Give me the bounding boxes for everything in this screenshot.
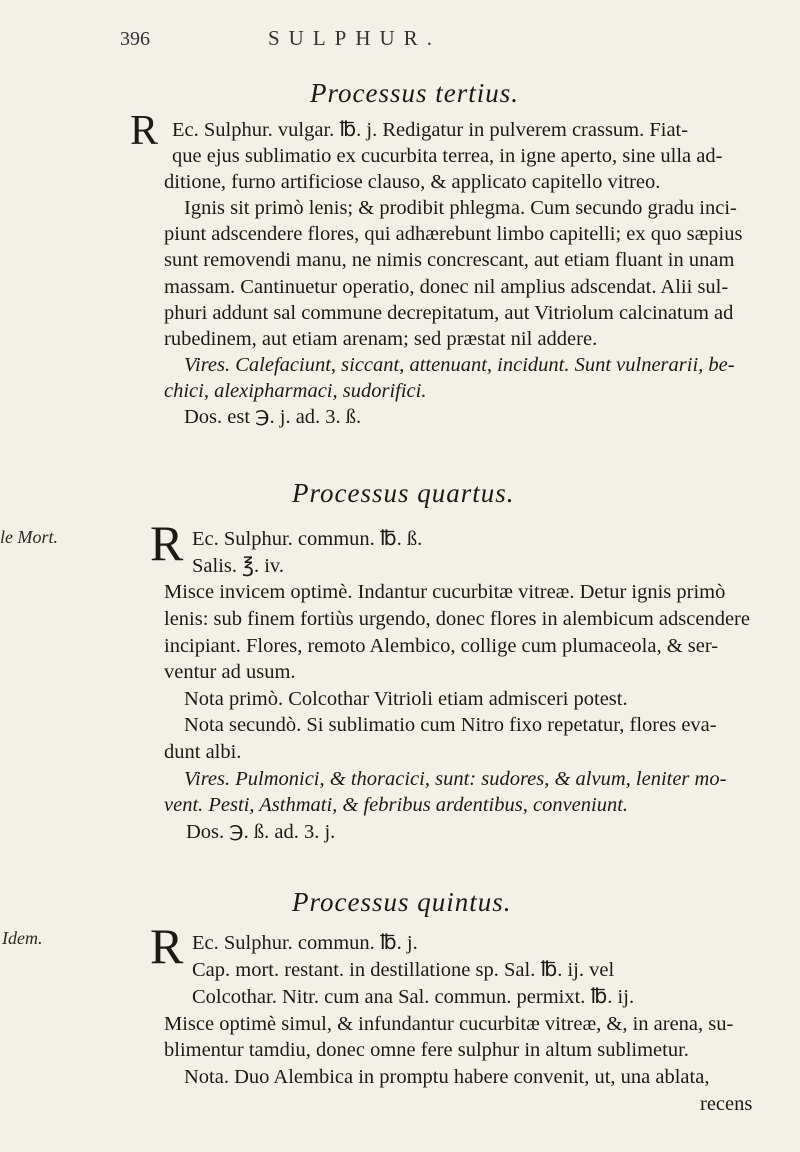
margin-note: le Mort.	[0, 527, 58, 547]
text-line: blimentur tamdiu, donec omne fere sulphur in altum sublimetur.	[164, 1039, 689, 1061]
text-line: phuri addunt sal commune decrepitatum, aut Vitriolum calcinatum ad	[164, 302, 734, 324]
section-title: Processus quartus.	[292, 478, 515, 508]
text-line: Ec. Sulphur. vulgar. ℔. j. Redigatur in pulverem crassum. Fiat-	[172, 119, 689, 141]
running-head: SULPHUR.	[268, 26, 441, 50]
text-line: que ejus sublimatio ex cucurbita terrea, in igne aperto, sine ulla ad-	[172, 145, 723, 167]
text-line: Nota secundò. Si sublimatio cum Nitro fixo repetatur, flores eva-	[184, 714, 717, 736]
text-line: Vires. Calefaciunt, siccant, attenuant, incidunt. Sunt vulnerarii, be-	[184, 354, 735, 376]
page-number: 396	[120, 28, 150, 50]
text-line: sunt removendi manu, ne nimis concrescant, aut etiam fluant in unam	[164, 249, 735, 271]
text-line: piunt adscendere flores, qui adhærebunt limbo capitelli; ex quo sæpius	[164, 223, 743, 245]
text-line: dunt albi.	[164, 741, 242, 763]
text-line: Nota. Duo Alembica in promptu habere convenit, ut, una ablata,	[184, 1066, 710, 1088]
text-line: Salis. ℥. iv.	[192, 555, 284, 577]
text-line: Vires. Pulmonici, & thoracici, sunt: sudores, & alvum, leniter mo-	[184, 768, 727, 790]
text-line: Ec. Sulphur. commun. ℔. j.	[192, 932, 418, 954]
text-line: Dos. est ℈. j. ad. 3. ß.	[184, 406, 362, 428]
text-line: lenis: sub finem fortiùs urgendo, donec flores in alembicum adscendere	[164, 608, 750, 630]
catchword: recens	[700, 1093, 753, 1115]
text-line: Misce optimè simul, & infundantur cucurbitæ vitreæ, &, in arena, su-	[164, 1013, 734, 1035]
drop-cap: R	[150, 515, 184, 571]
text-line: vent. Pesti, Asthmati, & febribus ardentibus, conveniunt.	[164, 794, 629, 816]
text-line: chici, alexipharmaci, sudorifici.	[164, 380, 427, 402]
text-line: Dos. ℈. ß. ad. 3. j.	[186, 821, 336, 843]
drop-cap: R	[150, 918, 184, 974]
text-line: ditione, furno artificiose clauso, & applicato capitello vitreo.	[164, 171, 661, 193]
text-line: rubedinem, aut etiam arenam; sed præstat nil addere.	[164, 328, 598, 350]
text-line: massam. Cantinuetur operatio, donec nil amplius adscendat. Alii sul-	[164, 276, 729, 298]
text-line: Cap. mort. restant. in destillatione sp. Sal. ℔. ij. vel	[192, 959, 615, 981]
text-line: Ec. Sulphur. commun. ℔. ß.	[192, 528, 423, 550]
section-title: Processus quintus.	[292, 887, 512, 917]
text-line: incipiant. Flores, remoto Alembico, collige cum plumaceola, & ser-	[164, 635, 719, 657]
drop-cap: R	[130, 108, 159, 154]
text-line: Ignis sit primò lenis; & prodibit phlegma. Cum secundo gradu inci-	[184, 197, 737, 219]
text-line: Nota primò. Colcothar Vitrioli etiam admisceri potest.	[184, 688, 628, 710]
text-line: ventur ad usum.	[164, 661, 296, 683]
text-line: Misce invicem optimè. Indantur cucurbitæ vitreæ. Detur ignis primò	[164, 581, 726, 603]
margin-note: Idem.	[2, 928, 43, 948]
text-line: Colcothar. Nitr. cum ana Sal. commun. permixt. ℔. ij.	[192, 986, 635, 1008]
section-title: Processus tertius.	[310, 78, 519, 108]
